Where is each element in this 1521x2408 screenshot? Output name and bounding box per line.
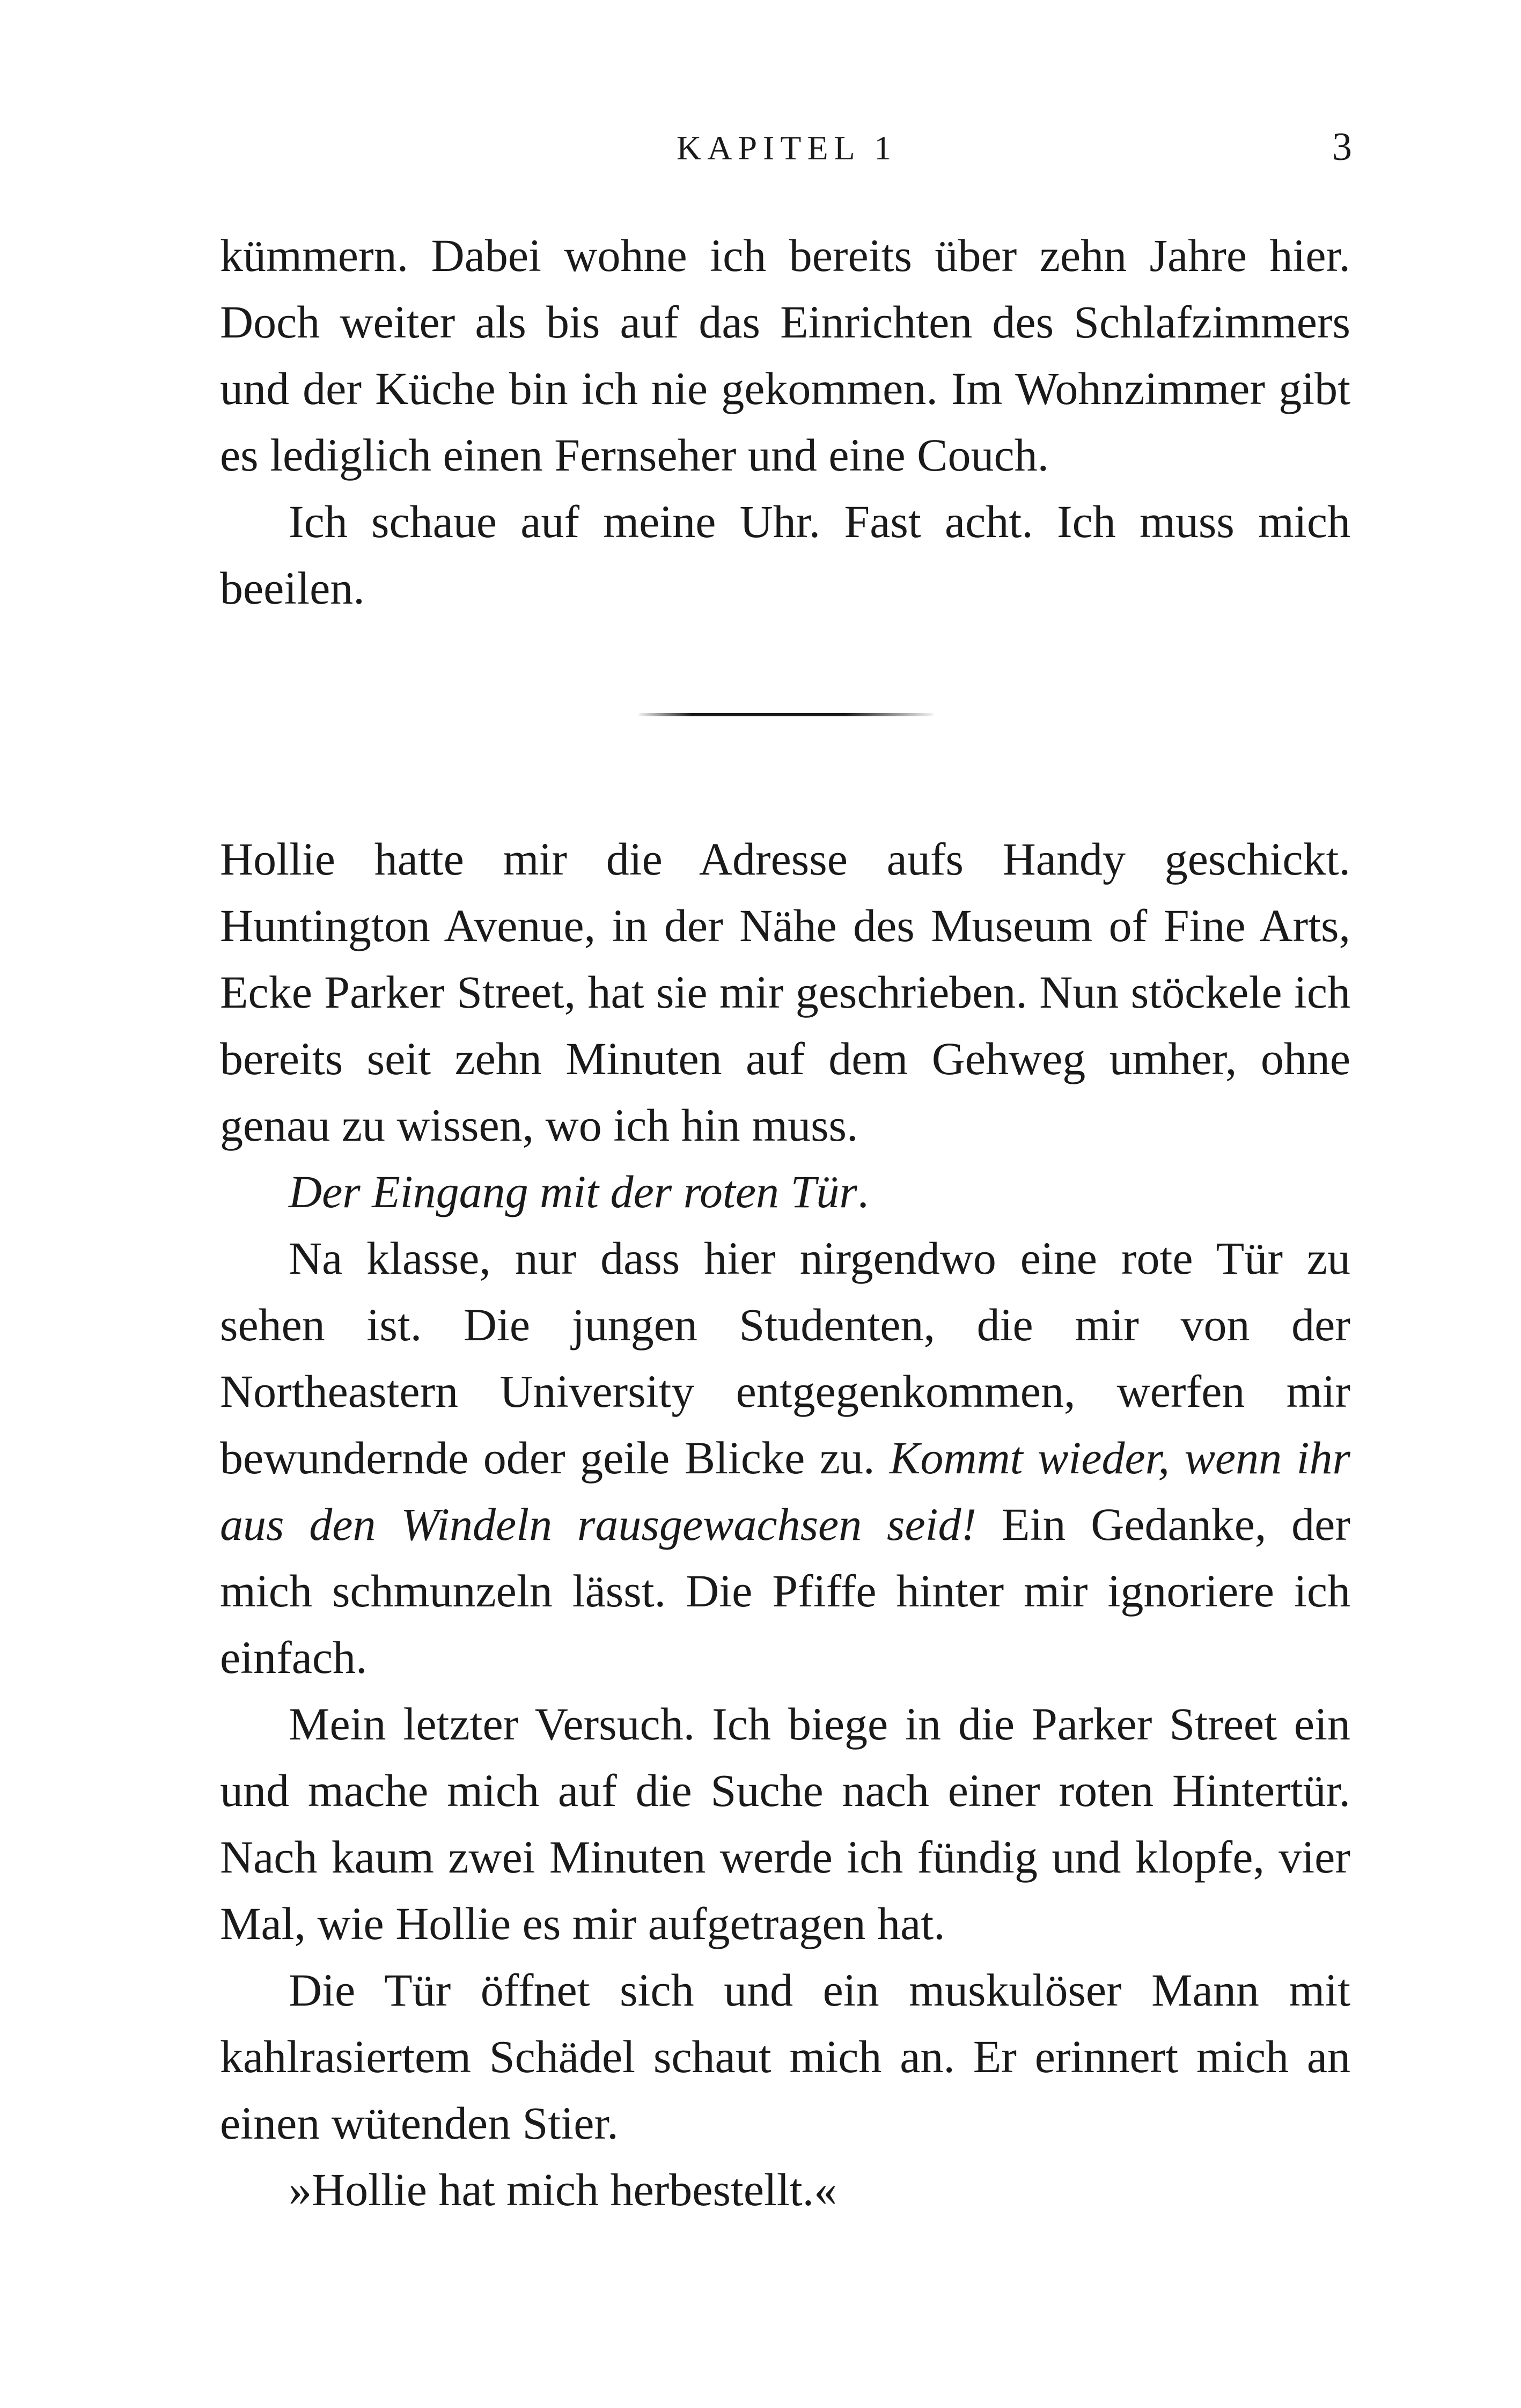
paragraph-text: Na klasse, nur dass hier nirgendwo eine rote Tür zu sehen ist. Die jungen Studenten, die mir von der Northeastern University entgegenkommen, werfen mir bewundernde oder geile Blicke zu. — [220, 1232, 1350, 1484]
chapter-heading: KAPITEL 1 — [677, 129, 898, 167]
paragraph: Ich schaue auf meine Uhr. Fast acht. Ich muss mich beeilen. — [220, 496, 1350, 614]
italic-text: Kommt wieder, wenn ihr aus den Windeln rausgewachsen seid! — [220, 1432, 1350, 1550]
paragraph-text: . — [857, 1166, 869, 1217]
italic-text: Der Eingang mit der roten Tür — [289, 1166, 857, 1217]
paragraph: kümmern. Dabei wohne ich bereits über zehn Jahre hier. Doch weiter als bis auf das Einrichten des Schlafzimmers und der Küche bin ich nie gekommen. Im Wohnzimmer gibt es lediglich einen Fernseher und eine Couch. — [220, 230, 1350, 481]
paragraph: Mein letzter Versuch. Ich biege in die Parker Street ein und mache mich auf die Suche nach einer roten Hintertür. Nach kaum zwei Minuten werde ich fündig und klopfe, vier Mal, wie Hollie es mir aufgetragen hat. — [220, 1698, 1350, 1949]
paragraph — [220, 1225, 1350, 1691]
text-section-2 — [220, 826, 1350, 2223]
paragraph — [220, 1158, 1350, 1225]
paragraph: Die Tür öffnet sich und ein muskulöser Mann mit kahlrasiertem Schädel schaut mich an. Er erinnert mich an einen wütenden Stier. — [220, 1964, 1350, 2149]
paragraph-text: Ein Gedanke, der mich schmunzeln lässt. Die Pfiffe hinter mir ignoriere ich einfach. — [220, 1499, 1350, 1683]
text-section-1 — [220, 222, 1350, 621]
scene-break-divider — [638, 713, 934, 716]
paragraph: »Hollie hat mich herbestellt.« — [289, 2164, 837, 2215]
page-number: 3 — [1332, 125, 1352, 169]
paragraph: Hollie hatte mir die Adresse aufs Handy geschickt. Huntington Avenue, in der Nähe des Museum of Fine Arts, Ecke Parker Street, hat sie mir geschrieben. Nun stöckele ich bereits seit zehn Minuten auf dem Gehweg umher, ohne genau zu wissen, wo ich hin muss. — [220, 833, 1350, 1151]
